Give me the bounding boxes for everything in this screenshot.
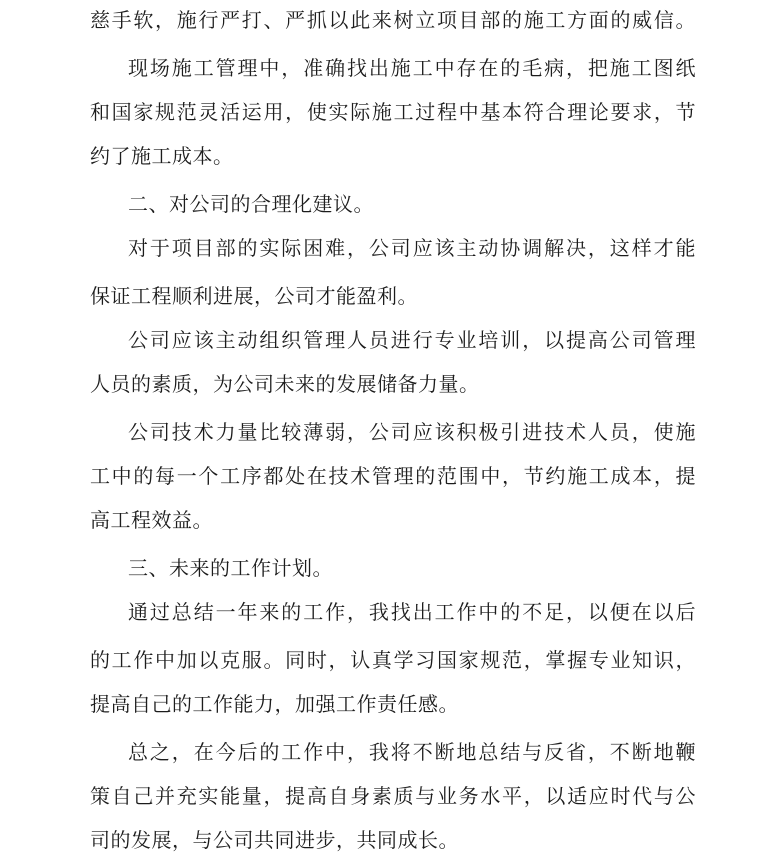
paragraph-first-line: 对于项目部的实际困难，公司应该主动协调解决，这样才能 [128, 236, 696, 260]
text-line: 约了施工成本。 [90, 144, 234, 168]
text-line: 工中的每一个工序都处在技术管理的范围中，节约施工成本，提 [90, 464, 696, 488]
paragraph-first-line: 总之，在今后的工作中，我将不断地总结与反省，不断地鞭 [128, 740, 696, 764]
section-heading: 三、未来的工作计划。 [128, 556, 333, 580]
text-line: 提高自己的工作能力，加强工作责任感。 [90, 692, 459, 716]
text-line: 高工程效益。 [90, 508, 213, 532]
text-line: 和国家规范灵活运用，使实际施工过程中基本符合理论要求，节 [90, 100, 696, 124]
text-line: 人员的素质，为公司未来的发展储备力量。 [90, 372, 480, 396]
text-line: 策自己并充实能量，提高自身素质与业务水平，以适应时代与公 [90, 784, 696, 808]
text-line: 司的发展，与公司共同进步，共同成长。 [90, 828, 459, 852]
text-line: 慈手软，施行严打、严抓以此来树立项目部的施工方面的威信。 [90, 8, 696, 32]
paragraph-first-line: 公司应该主动组织管理人员进行专业培训，以提高公司管理 [128, 328, 696, 352]
paragraph-first-line: 通过总结一年来的工作，我找出工作中的不足，以便在以后 [128, 600, 696, 624]
text-line: 的工作中加以克服。同时，认真学习国家规范，掌握专业知识， [90, 648, 696, 672]
paragraph-first-line: 公司技术力量比较薄弱，公司应该积极引进技术人员，使施 [128, 420, 696, 444]
paragraph-first-line: 现场施工管理中，准确找出施工中存在的毛病，把施工图纸 [128, 56, 696, 80]
text-line: 保证工程顺利进展，公司才能盈利。 [90, 284, 418, 308]
section-heading: 二、对公司的合理化建议。 [128, 192, 374, 216]
